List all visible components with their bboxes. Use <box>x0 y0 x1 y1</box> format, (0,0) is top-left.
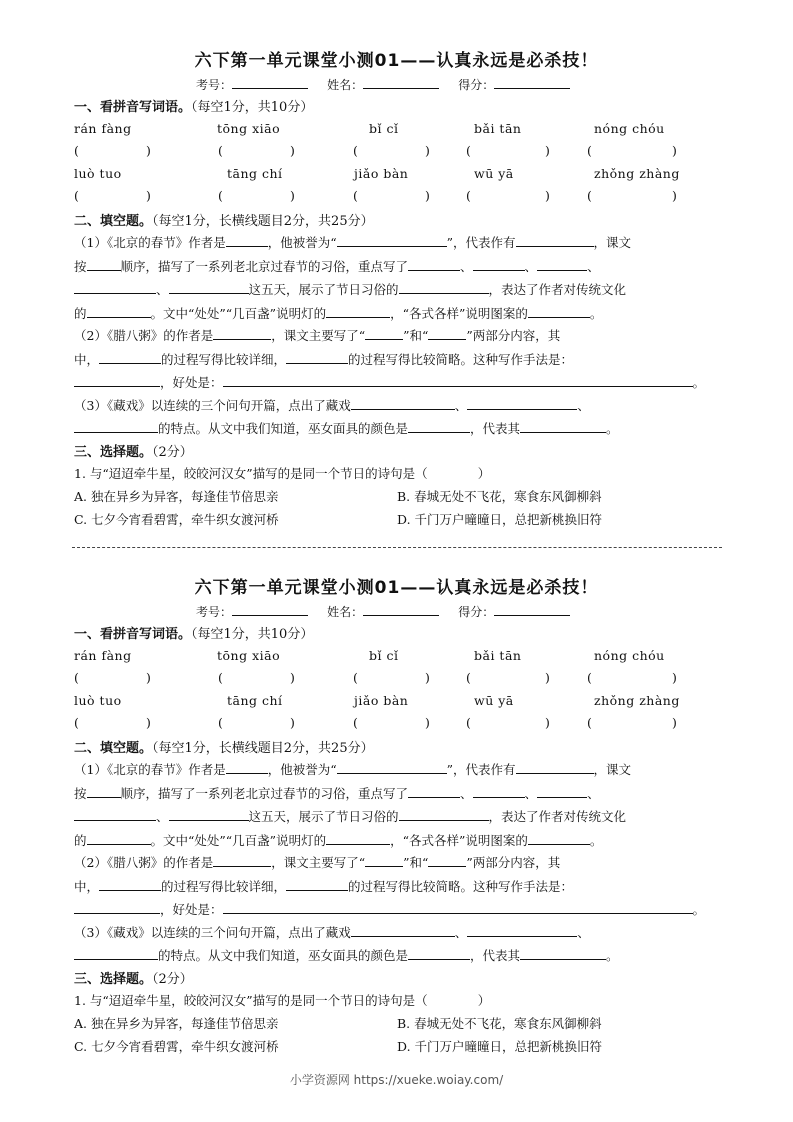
mc-question: 1. 与“迢迢牵牛星，皎皎河汉女”描写的是同一个节日的诗句是（ ） <box>74 993 491 1008</box>
question-2-line-3: ，好处是： 。 <box>74 373 705 391</box>
section-3-heading: 三、选择题。（2分） <box>74 972 193 987</box>
blank[interactable] <box>428 327 466 340</box>
score-blank[interactable] <box>494 77 570 89</box>
blank[interactable] <box>408 947 470 960</box>
question-3-line-1: （3）《藏戏》以连续的三个问句开篇，点出了藏戏 、 、 <box>74 925 590 940</box>
blank[interactable] <box>74 420 158 433</box>
blank[interactable] <box>537 785 587 798</box>
blank[interactable] <box>74 901 160 914</box>
blank[interactable] <box>99 878 161 891</box>
blank[interactable] <box>87 785 121 798</box>
blank[interactable] <box>516 234 594 247</box>
blank[interactable] <box>473 785 525 798</box>
pinyin: luò tuo <box>74 693 122 708</box>
blank[interactable] <box>467 924 577 937</box>
question-1-line-1: （1）《北京的春节》作者是 ，他被誉为“ ”，代表作有 ，课文 <box>74 235 632 250</box>
name-label: 姓名： <box>327 78 364 92</box>
blank[interactable] <box>337 761 447 774</box>
question-2-line-1: （2）《腊八粥》的作者是 ，课文主要写了“ ”和“ ”两部分内容，其 <box>74 855 561 870</box>
question-3-line-1: （3）《藏戏》以连续的三个问句开篇，点出了藏戏 、 、 <box>74 398 590 413</box>
name-blank[interactable] <box>363 604 439 616</box>
blank[interactable] <box>337 234 447 247</box>
quiz-copy-2 <box>0 563 793 1054</box>
option-c[interactable]: C. 七夕今宵看碧霄，牵牛织女渡河桥 <box>74 512 279 527</box>
question-2-line-1: （2）《腊八粥》的作者是 ，课文主要写了“ ”和“ ”两部分内容，其 <box>74 328 561 343</box>
bracket-open[interactable]: ( <box>218 143 223 158</box>
blank[interactable] <box>399 281 489 294</box>
bracket-close: ) <box>290 670 295 685</box>
question-2-line-3: ，好处是： 。 <box>74 900 705 918</box>
bracket-close: ) <box>290 715 295 730</box>
bracket-close: ) <box>290 188 295 203</box>
bracket-close: ) <box>545 670 550 685</box>
bracket-open[interactable]: ( <box>353 143 358 158</box>
bracket-open[interactable]: ( <box>74 143 79 158</box>
blank[interactable] <box>528 305 590 318</box>
bracket-open[interactable]: ( <box>587 143 592 158</box>
question-2-line-2: 中， 的过程写得比较详细， 的过程写得比较简略。这种写作手法是： <box>74 352 574 367</box>
pinyin: wū yā <box>474 693 514 708</box>
blank[interactable] <box>326 305 390 318</box>
question-1-line-4: 的 。文中“处处”“几百盏”说明灯的 ，“各式各样”说明图案的 。 <box>74 833 603 848</box>
bracket-close: ) <box>672 715 677 730</box>
blank[interactable] <box>169 808 249 821</box>
blank[interactable] <box>520 947 606 960</box>
pinyin: luò tuo <box>74 166 122 181</box>
cut-line-divider <box>72 547 722 548</box>
score-label: 得分： <box>458 605 495 619</box>
bracket-open[interactable]: ( <box>466 143 471 158</box>
quiz-title: 六下第一单元课堂小测01——认真永远是必杀技！ <box>194 51 599 71</box>
option-b[interactable]: B. 春城无处不飞花，寒食东风御柳斜 <box>397 489 602 504</box>
question-1-line-1: （1）《北京的春节》作者是 ，他被誉为“ ”，代表作有 ，课文 <box>74 762 632 777</box>
pinyin: bǐ cǐ <box>369 121 399 136</box>
blank[interactable] <box>87 305 151 318</box>
bracket-close: ) <box>146 143 151 158</box>
exam-no-label: 考号： <box>196 78 233 92</box>
option-d[interactable]: D. 千门万户曈曈日，总把新桃换旧符 <box>397 1039 603 1054</box>
pinyin: rán fàng <box>74 648 132 663</box>
pinyin: tāng chí <box>227 166 283 181</box>
option-b[interactable]: B. 春城无处不飞花，寒食东风御柳斜 <box>397 1016 602 1031</box>
option-a[interactable]: A. 独在异乡为异客，每逢佳节倍思亲 <box>74 489 279 504</box>
blank[interactable] <box>537 258 587 271</box>
bracket-open[interactable]: ( <box>466 188 471 203</box>
bracket-close: ) <box>425 670 430 685</box>
mc-question: 1. 与“迢迢牵牛星，皎皎河汉女”描写的是同一个节日的诗句是（ ） <box>74 466 491 481</box>
exam-no-blank[interactable] <box>232 604 308 616</box>
blank[interactable] <box>223 374 693 387</box>
blank[interactable] <box>351 924 455 937</box>
bracket-close: ) <box>146 670 151 685</box>
pinyin: rán fàng <box>74 121 132 136</box>
blank[interactable] <box>516 761 594 774</box>
section-1-heading: 一、看拼音写词语。（每空1分，共10分） <box>74 627 314 642</box>
bracket-open[interactable]: ( <box>218 715 223 730</box>
bracket-open[interactable]: ( <box>218 670 223 685</box>
pinyin: bǎi tān <box>474 121 522 136</box>
bracket-close: ) <box>672 143 677 158</box>
bracket-open[interactable]: ( <box>74 188 79 203</box>
option-d[interactable]: D. 千门万户曈曈日，总把新桃换旧符 <box>397 512 603 527</box>
score-label: 得分： <box>458 78 495 92</box>
blank[interactable] <box>213 854 271 867</box>
bracket-close: ) <box>545 188 550 203</box>
pinyin: bǎi tān <box>474 648 522 663</box>
bracket-open[interactable]: ( <box>74 715 79 730</box>
pinyin: jiǎo bàn <box>354 693 409 708</box>
blank[interactable] <box>286 878 348 891</box>
blank[interactable] <box>226 761 268 774</box>
bracket-open[interactable]: ( <box>587 670 592 685</box>
bracket-open[interactable]: ( <box>587 715 592 730</box>
blank[interactable] <box>169 281 249 294</box>
bracket-close: ) <box>545 715 550 730</box>
bracket-open[interactable]: ( <box>587 188 592 203</box>
question-1-line-3: 、 这五天，展示了节日习俗的 ，表达了作者对传统文化 <box>74 280 626 298</box>
pinyin: bǐ cǐ <box>369 648 399 663</box>
blank[interactable] <box>428 854 466 867</box>
footer-source: 小学资源网 https://xueke.woiay.com/ <box>289 1073 504 1087</box>
bracket-open[interactable]: ( <box>353 715 358 730</box>
blank[interactable] <box>87 258 121 271</box>
exam-no-blank[interactable] <box>232 77 308 89</box>
question-3-line-2: 的特点。从文中我们知道，巫女面具的颜色是 ，代表其 。 <box>74 946 619 964</box>
question-1-line-4: 的 。文中“处处”“几百盏”说明灯的 ，“各式各样”说明图案的 。 <box>74 306 603 321</box>
option-a[interactable]: A. 独在异乡为异客，每逢佳节倍思亲 <box>74 1016 279 1031</box>
bracket-close: ) <box>672 670 677 685</box>
bracket-open[interactable]: ( <box>353 670 358 685</box>
bracket-close: ) <box>146 715 151 730</box>
blank[interactable] <box>223 901 693 914</box>
question-1-line-2: 按 顺序，描写了一系列老北京过春节的习俗，重点写了 、 、 、 <box>74 786 600 801</box>
bracket-close: ) <box>290 143 295 158</box>
pinyin: zhǒng zhàng <box>594 166 680 181</box>
bracket-open[interactable]: ( <box>466 715 471 730</box>
bracket-close: ) <box>146 188 151 203</box>
blank[interactable] <box>467 397 577 410</box>
quiz-title: 六下第一单元课堂小测01——认真永远是必杀技！ <box>194 578 599 598</box>
bracket-close: ) <box>425 715 430 730</box>
pinyin: tōng xiāo <box>217 648 281 663</box>
blank[interactable] <box>74 374 160 387</box>
section-2-heading: 二、填空题。（每空1分，长横线题目2分，共25分） <box>74 741 374 756</box>
section-3-heading: 三、选择题。（2分） <box>74 445 193 460</box>
blank[interactable] <box>99 351 161 364</box>
exam-no-label: 考号： <box>196 605 233 619</box>
blank[interactable] <box>365 854 403 867</box>
question-2-line-2: 中， 的过程写得比较详细， 的过程写得比较简略。这种写作手法是： <box>74 879 574 894</box>
bracket-open[interactable]: ( <box>466 670 471 685</box>
pinyin: tōng xiāo <box>217 121 281 136</box>
blank[interactable] <box>408 258 460 271</box>
blank[interactable] <box>351 397 455 410</box>
blank[interactable] <box>520 420 606 433</box>
pinyin: wū yā <box>474 166 514 181</box>
score-blank[interactable] <box>494 604 570 616</box>
blank[interactable] <box>326 832 390 845</box>
bracket-open[interactable]: ( <box>74 670 79 685</box>
blank[interactable] <box>213 327 271 340</box>
blank[interactable] <box>473 258 525 271</box>
pinyin: nóng chóu <box>594 121 665 136</box>
blank[interactable] <box>74 808 156 821</box>
question-3-line-2: 的特点。从文中我们知道，巫女面具的颜色是 ，代表其 。 <box>74 419 619 437</box>
question-1-line-3: 、 这五天，展示了节日习俗的 ，表达了作者对传统文化 <box>74 807 626 825</box>
blank[interactable] <box>365 327 403 340</box>
bracket-open[interactable]: ( <box>218 188 223 203</box>
section-2-heading: 二、填空题。（每空1分，长横线题目2分，共25分） <box>74 214 374 229</box>
option-c[interactable]: C. 七夕今宵看碧霄，牵牛织女渡河桥 <box>74 1039 279 1054</box>
blank[interactable] <box>408 420 470 433</box>
pinyin: jiǎo bàn <box>354 166 409 181</box>
pinyin: zhǒng zhàng <box>594 693 680 708</box>
name-blank[interactable] <box>363 77 439 89</box>
bracket-close: ) <box>672 188 677 203</box>
blank[interactable] <box>286 351 348 364</box>
pinyin: nóng chóu <box>594 648 665 663</box>
blank[interactable] <box>87 832 151 845</box>
bracket-close: ) <box>545 143 550 158</box>
pinyin: tāng chí <box>227 693 283 708</box>
blank[interactable] <box>408 785 460 798</box>
section-1-heading: 一、看拼音写词语。（每空1分，共10分） <box>74 100 314 115</box>
blank[interactable] <box>528 832 590 845</box>
question-1-line-2: 按 顺序，描写了一系列老北京过春节的习俗，重点写了 、 、 、 <box>74 259 600 274</box>
blank[interactable] <box>399 808 489 821</box>
name-label: 姓名： <box>327 605 364 619</box>
blank[interactable] <box>226 234 268 247</box>
blank[interactable] <box>74 281 156 294</box>
bracket-open[interactable]: ( <box>353 188 358 203</box>
bracket-close: ) <box>425 188 430 203</box>
student-info-line <box>196 76 570 93</box>
student-info-line <box>196 603 570 620</box>
blank[interactable] <box>74 947 158 960</box>
bracket-close: ) <box>425 143 430 158</box>
quiz-copy-1 <box>0 36 793 527</box>
